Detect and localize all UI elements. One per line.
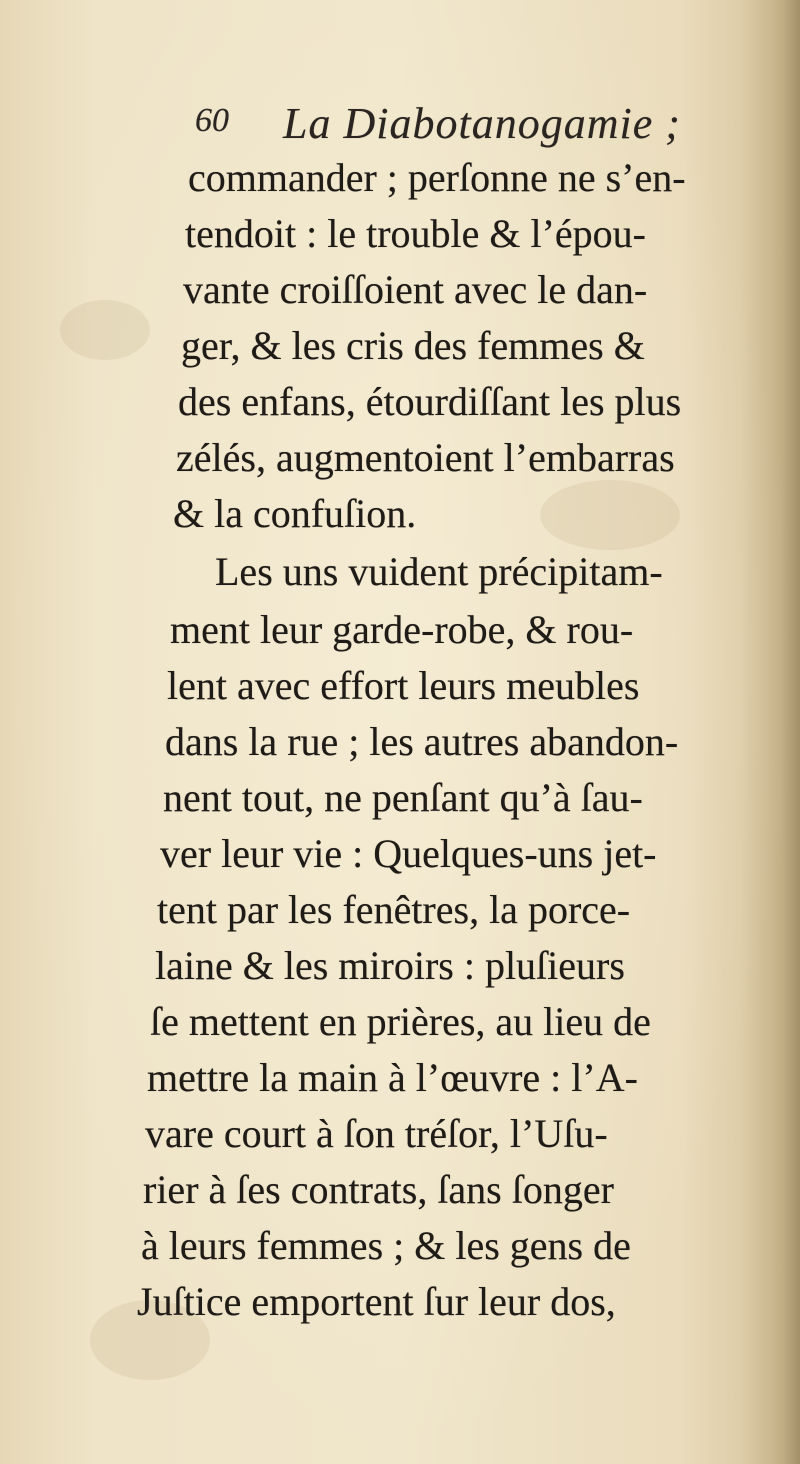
gutter-shadow <box>740 0 800 1464</box>
text-line: des enfans, étourdiſſant les plus <box>178 379 682 424</box>
page-number: 60 <box>195 102 229 139</box>
running-title: La Diabotanogamie ; <box>283 99 681 148</box>
text-line: à leurs femmes ; & les gens de <box>141 1223 631 1268</box>
text-line: ver leur vie : Quelques-uns jet- <box>160 831 657 876</box>
text-line: tendoit : le trouble & l’épou- <box>185 211 646 256</box>
text-line: lent avec effort leurs meubles <box>167 663 640 708</box>
running-head <box>195 98 681 148</box>
text-line: mettre la main à l’œuvre : l’A- <box>147 1055 638 1100</box>
text-line: vante croiſſoient avec le dan- <box>183 267 648 312</box>
paragraph-start-line: Les uns vuident précipitam- <box>215 549 663 594</box>
foxing-stain <box>60 300 150 360</box>
text-line: nent tout, ne penſant qu’à ſau- <box>163 775 643 820</box>
text-line: commander ; perſonne ne s’en- <box>188 155 686 200</box>
text-line: zélés, augmentoient l’embarras <box>176 435 675 480</box>
text-line: dans la rue ; les autres abandon- <box>165 719 679 764</box>
text-line: Juſtice emportent ſur leur dos, <box>137 1279 616 1324</box>
text-line: ſe mettent en prières, au lieu de <box>150 999 651 1044</box>
text-line: ger, & les cris des femmes & <box>181 323 645 368</box>
text-line: tent par les fenêtres, la porce- <box>157 887 631 932</box>
text-line: laine & les miroirs : pluſieurs <box>155 943 625 988</box>
text-line: rier à ſes contrats, ſans ſonger <box>143 1167 614 1212</box>
foxing-stain <box>540 480 680 550</box>
text-line: ment leur garde-robe, & rou- <box>170 607 634 652</box>
text-line: vare court à ſon tréſor, l’Uſu- <box>145 1111 608 1156</box>
text-line: & la confuſion. <box>173 491 417 536</box>
